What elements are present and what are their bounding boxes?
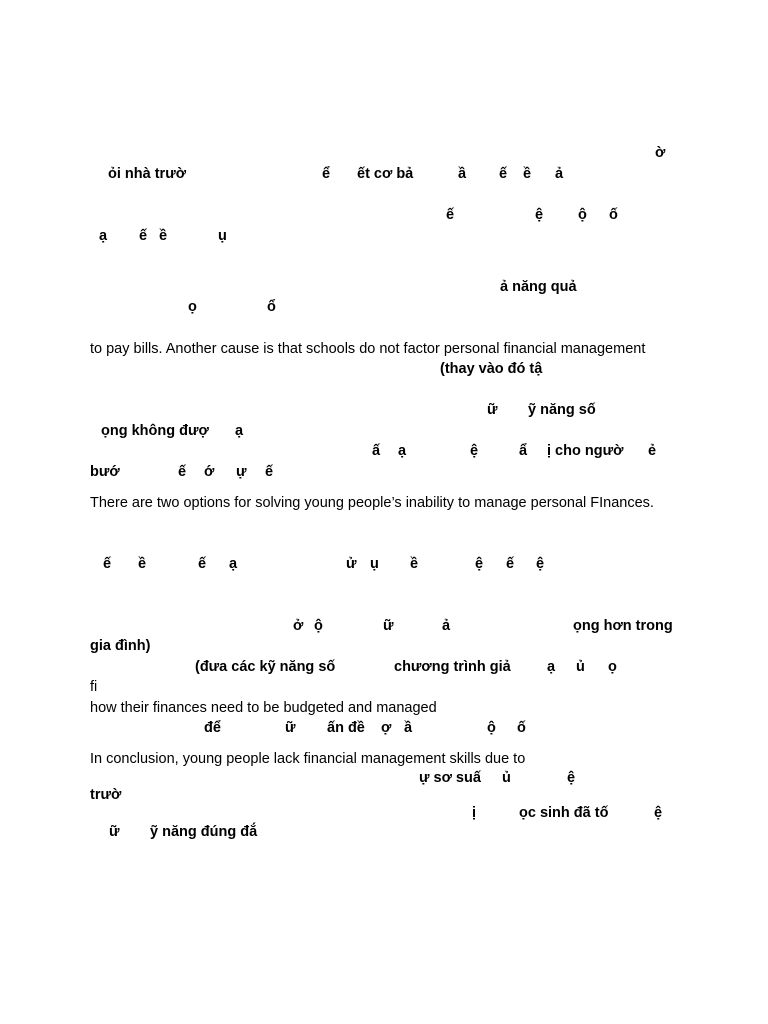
text-fragment: ế xyxy=(265,464,274,480)
text-fragment: ữ xyxy=(383,618,394,634)
text-fragment: ề xyxy=(523,166,532,182)
text-fragment: ả xyxy=(442,618,451,634)
text-fragment: ộ xyxy=(314,618,323,634)
text-fragment: ỏi nhà trườ xyxy=(108,166,187,182)
text-fragment: ế xyxy=(198,556,207,572)
text-fragment: ạ xyxy=(398,443,407,459)
text-fragment: ầ xyxy=(404,720,413,736)
text-fragment: ủ xyxy=(576,659,585,675)
text-fragment: ụ xyxy=(370,556,379,572)
text-fragment: ủ xyxy=(502,770,511,786)
text-fragment: ề xyxy=(159,228,168,244)
text-fragment: ạ xyxy=(99,228,108,244)
text-fragment: ọng hơn trong xyxy=(573,618,673,634)
text-fragment: ấ xyxy=(372,443,381,459)
text-fragment: ố xyxy=(609,207,618,223)
text-fragment: ả năng quả xyxy=(500,279,577,295)
text-fragment: ị cho ngườ xyxy=(547,443,624,459)
text-fragment: ữ xyxy=(109,824,120,840)
text-fragment: chương trình giả xyxy=(394,659,511,675)
text-fragment: ờ xyxy=(655,145,666,161)
text-fragment: trườ xyxy=(90,787,122,803)
text-fragment: ự xyxy=(236,464,247,480)
text-fragment: ấn đề xyxy=(327,720,365,736)
text-line: to pay bills. Another cause is that schools do not factor personal financial management xyxy=(90,341,646,357)
text-fragment: ệ xyxy=(535,207,544,223)
text-fragment: ớ xyxy=(204,464,215,480)
text-fragment: ẻ xyxy=(648,443,657,459)
text-fragment: ế xyxy=(499,166,508,182)
text-fragment: ạ xyxy=(229,556,238,572)
text-fragment: ẩ xyxy=(519,443,528,459)
text-fragment: ế xyxy=(446,207,455,223)
text-fragment: ầ xyxy=(458,166,467,182)
text-fragment: ị xyxy=(472,805,477,821)
text-fragment: ữ xyxy=(487,402,498,418)
text-fragment: (thay vào đó tậ xyxy=(440,361,543,377)
text-line: In conclusion, young people lack financial management skills due to xyxy=(90,751,526,767)
text-fragment: ệ xyxy=(475,556,484,572)
text-fragment: ết cơ bả xyxy=(357,166,414,182)
text-fragment: ụ xyxy=(218,228,227,244)
text-fragment: gia đình) xyxy=(90,638,151,654)
text-fragment: ự sơ suấ xyxy=(419,770,481,786)
text-fragment: ế xyxy=(103,556,112,572)
text-fragment: ỹ năng số xyxy=(528,402,596,418)
text-line: how their finances need to be budgeted and managed xyxy=(90,700,437,716)
text-fragment: ử xyxy=(346,556,357,572)
text-line: There are two options for solving young people’s inability to manage personal FInances. xyxy=(90,495,654,511)
text-fragment: ổ xyxy=(267,299,276,315)
text-fragment: ế xyxy=(178,464,187,480)
text-fragment: ể xyxy=(322,166,331,182)
text-fragment: (đưa các kỹ năng số xyxy=(195,659,336,675)
text-fragment: ệ xyxy=(567,770,576,786)
text-fragment: ế xyxy=(506,556,515,572)
text-fragment: để xyxy=(204,720,221,736)
text-fragment: ề xyxy=(138,556,147,572)
text-fragment: ở xyxy=(293,618,304,634)
text-fragment: ệ xyxy=(470,443,479,459)
text-fragment: ọ xyxy=(608,659,617,675)
text-fragment: ọc sinh đã tố xyxy=(519,805,609,821)
text-fragment: ỹ năng đúng đắ xyxy=(150,824,258,840)
text-fragment: ữ xyxy=(285,720,296,736)
text-fragment: bướ xyxy=(90,464,120,480)
text-fragment: ế xyxy=(139,228,148,244)
text-fragment: ọ xyxy=(188,299,197,315)
text-fragment: ả xyxy=(555,166,564,182)
text-fragment: ộ xyxy=(487,720,496,736)
text-fragment: ố xyxy=(517,720,526,736)
text-fragment: fi xyxy=(90,679,98,695)
text-fragment: ệ xyxy=(536,556,545,572)
text-fragment: ạ xyxy=(235,423,244,439)
text-fragment: ợ xyxy=(381,720,392,736)
text-fragment: ệ xyxy=(654,805,663,821)
text-fragment: ề xyxy=(410,556,419,572)
text-fragment: ộ xyxy=(578,207,587,223)
text-fragment: ọng không đượ xyxy=(101,423,209,439)
text-fragment: ạ xyxy=(547,659,556,675)
